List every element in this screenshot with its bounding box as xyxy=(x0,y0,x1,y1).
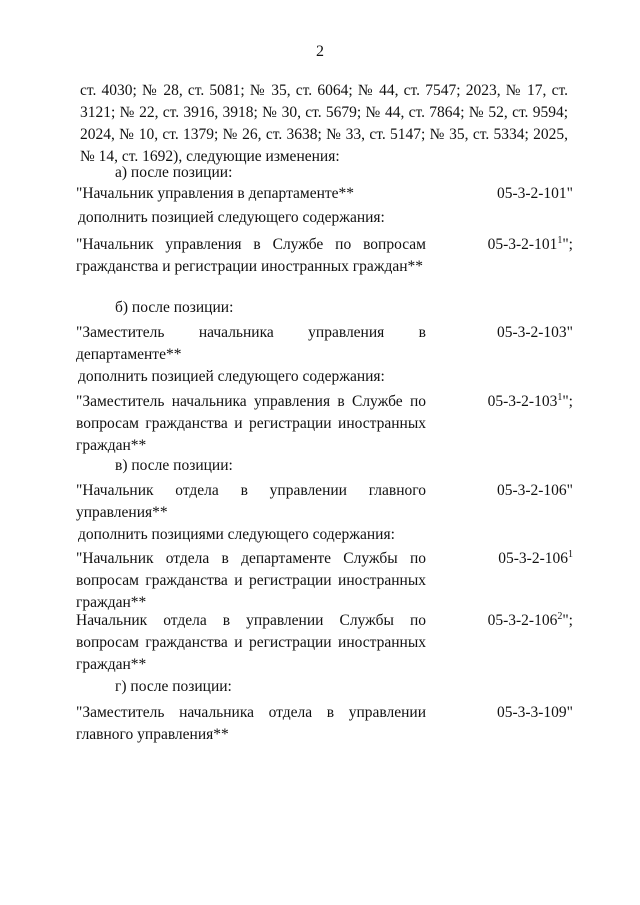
intro-line: ст. 5334; 2025, № 14, ст. 1692), следующие изменения: xyxy=(80,126,568,165)
position-text-4: "Заместитель начальника управления в Службе по вопросам гражданства и регистрации иностранных граждан** xyxy=(76,393,427,454)
position-text-2: "Начальник управления в Службе по вопросам гражданства и регистрации иностранных граждан** xyxy=(76,236,426,275)
position-code-5: 05-3-2-106" xyxy=(496,482,573,499)
position-text-1: "Начальник управления в департаменте** xyxy=(76,185,355,202)
intro-paragraph xyxy=(80,80,568,168)
position-code-1: 05-3-2-101" xyxy=(496,185,573,202)
supplement-phrase-2: дополнить позицией следующего содержания: xyxy=(78,368,385,385)
position-code-8: 05-3-3-109" xyxy=(496,704,573,721)
intro-line: ст. 9594; 2024, № 10, ст. 1379; № 26, ст. 3638; № 33, ст. 5147; № 35, xyxy=(80,104,569,143)
position-text-5: "Начальник отдела в управлении главного управления** xyxy=(76,482,426,521)
position-code-2: $05-3-2-101^1$"; xyxy=(487,235,573,253)
subpoint-g: г) после позиции: xyxy=(115,678,232,695)
subpoint-v: в) после позиции: xyxy=(115,457,233,474)
position-text-3: "Заместитель начальника управления в департаменте** xyxy=(76,324,426,363)
supplement-phrase-1: дополнить позицией следующего содержания: xyxy=(78,209,385,226)
subpoint-b: б) после позиции: xyxy=(115,299,234,316)
intro-line: ст. 3121; № 22, ст. 3916, 3918; № 30, ст. 5679; № 44, ст. 7864; № 52, xyxy=(80,82,568,121)
position-text-7: Начальник отдела в управлении Службы по вопросам гражданства и регистрации иностранных граждан** xyxy=(76,612,426,673)
position-code-7: $05-3-2-106^2$"; xyxy=(487,611,573,629)
position-text-8: "Заместитель начальника отдела в управлении главного управления** xyxy=(76,704,426,743)
subpoint-a: а) после позиции: xyxy=(115,164,233,181)
position-code-4: $05-3-2-103^1$"; xyxy=(487,392,573,410)
page-number: 2 xyxy=(316,43,324,60)
position-text-6: "Начальник отдела в департаменте Службы по вопросам гражданства и регистрации иностранных граждан** xyxy=(76,550,427,611)
supplement-phrase-3: дополнить позициями следующего содержания: xyxy=(78,526,395,543)
position-code-3: 05-3-2-103" xyxy=(496,324,573,341)
intro-line: ст. 4030; № 28, ст. 5081; № 35, ст. 6064; № 44, ст. 7547; 2023, № 17, xyxy=(80,82,547,99)
position-code-6: $05-3-2-106^1$ xyxy=(498,549,573,567)
